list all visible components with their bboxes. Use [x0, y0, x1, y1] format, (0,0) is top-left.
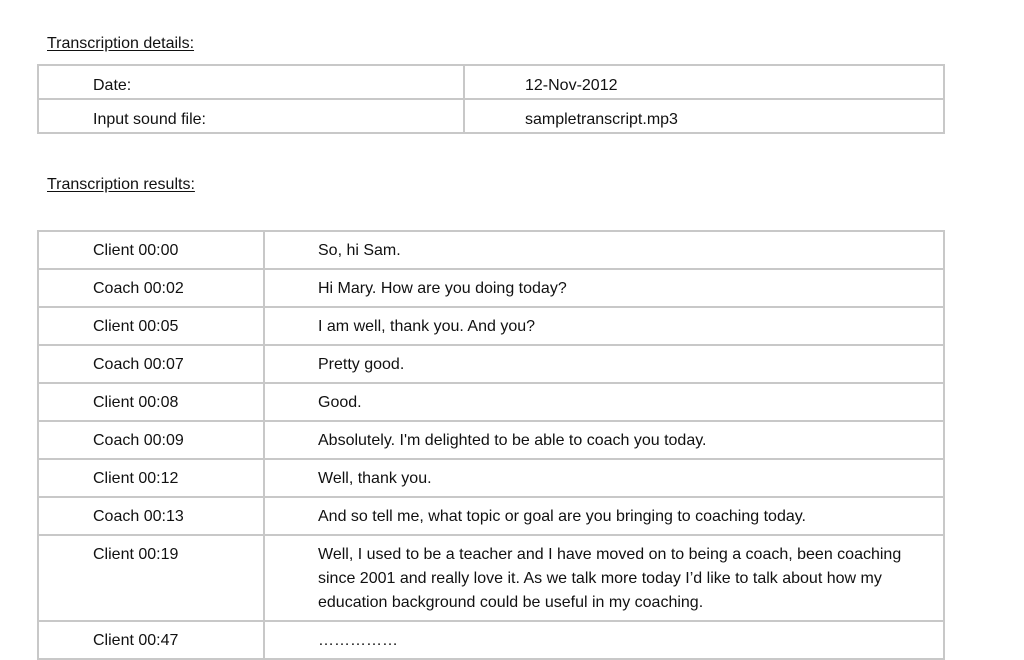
transcription-results-table [37, 230, 945, 660]
speaker-timestamp: Client 00:47 [38, 621, 264, 659]
table-row [38, 621, 944, 659]
table-row [38, 345, 944, 383]
utterance-text: Absolutely. I'm delighted to be able to coach you today. [264, 421, 944, 459]
utterance-text: And so tell me, what topic or goal are you bringing to coaching today. [264, 497, 944, 535]
details-label: Input sound file: [38, 99, 464, 133]
speaker-timestamp: Coach 00:13 [38, 497, 264, 535]
table-row [38, 535, 944, 621]
table-row [38, 497, 944, 535]
utterance-text: Good. [264, 383, 944, 421]
utterance-text: …………… [264, 621, 944, 659]
details-value: sampletranscript.mp3 [464, 99, 944, 133]
table-row [38, 231, 944, 269]
speaker-timestamp: Client 00:19 [38, 535, 264, 621]
transcription-details-heading: Transcription details: [47, 35, 195, 52]
details-row-date [38, 65, 944, 99]
speaker-timestamp: Coach 00:09 [38, 421, 264, 459]
table-row [38, 269, 944, 307]
speaker-timestamp: Client 00:08 [38, 383, 264, 421]
speaker-timestamp: Coach 00:07 [38, 345, 264, 383]
speaker-timestamp: Client 00:05 [38, 307, 264, 345]
speaker-timestamp: Client 00:00 [38, 231, 264, 269]
transcription-results-heading: Transcription results: [47, 176, 195, 193]
table-row [38, 307, 944, 345]
table-row [38, 383, 944, 421]
utterance-text: Well, thank you. [264, 459, 944, 497]
utterance-text: Hi Mary. How are you doing today? [264, 269, 944, 307]
details-label: Date: [38, 65, 464, 99]
transcription-details-table [37, 64, 945, 134]
utterance-text: Well, I used to be a teacher and I have moved on to being a coach, been coaching since 2001 and really love it. As we talk more today I’d like to talk about how my education background could be useful in my coaching. [264, 535, 944, 621]
utterance-text: Pretty good. [264, 345, 944, 383]
speaker-timestamp: Client 00:12 [38, 459, 264, 497]
table-row [38, 421, 944, 459]
speaker-timestamp: Coach 00:02 [38, 269, 264, 307]
utterance-text: I am well, thank you. And you? [264, 307, 944, 345]
details-row-sound-file [38, 99, 944, 133]
details-value: 12-Nov-2012 [464, 65, 944, 99]
utterance-text: So, hi Sam. [264, 231, 944, 269]
table-row [38, 459, 944, 497]
